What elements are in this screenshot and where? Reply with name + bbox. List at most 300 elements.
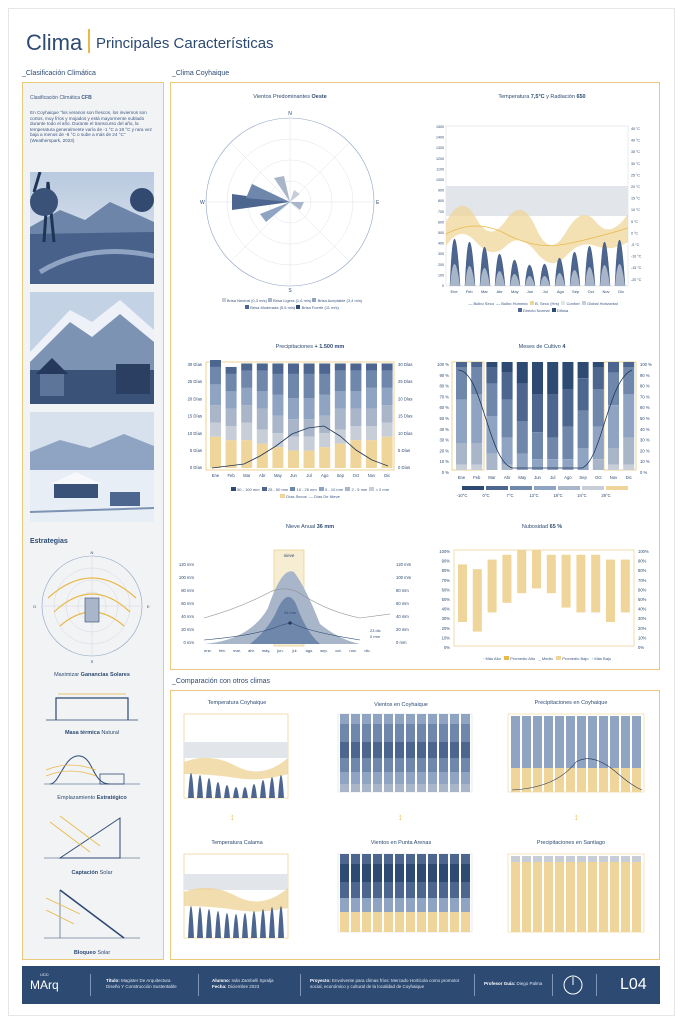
cultivo-y-tick: 90 % (439, 372, 449, 378)
precip-bar-segment (366, 370, 377, 387)
mini-wind-segment (362, 854, 371, 864)
nieve-x-tick: jul. (292, 648, 298, 653)
nieve-end-value: 0 mm (370, 634, 380, 639)
mini-wind-segment (384, 742, 393, 758)
mini-precip-santiago (496, 852, 658, 948)
temp-y2-tick: 20 °C (631, 185, 641, 189)
precip-bar-segment (272, 374, 283, 395)
cultivo-y2-tick: 0 % (640, 470, 648, 475)
sheet-number: L04 (620, 976, 647, 993)
cultivo-y-tick: 40 % (439, 426, 449, 432)
cultivo-bar-segment (471, 443, 482, 465)
cultivo-y-tick: 80 % (439, 383, 449, 389)
precip-bar-segment (366, 440, 377, 468)
precip-bar-segment (210, 405, 221, 422)
cultivo-bar-segment (456, 367, 467, 399)
nube-bar (576, 555, 585, 613)
mini-wind-segment (406, 742, 415, 758)
precip-bar-segment (350, 363, 361, 370)
mini-wind-segment (406, 772, 415, 784)
precip-bar-segment (350, 440, 361, 468)
nube-bar (458, 564, 467, 622)
mini-wind-segment (340, 898, 349, 912)
mini-precip-segment (522, 716, 531, 768)
cultivo-bar-segment (517, 384, 528, 422)
precip-bar-segment (210, 367, 221, 384)
wind-dir-w: W (200, 200, 205, 206)
wind-rose (200, 106, 380, 292)
mini-wind-segment (351, 882, 360, 898)
precip-x-tick: Dic (384, 473, 391, 478)
mini-precip-segment (566, 856, 575, 862)
nube-bar (591, 555, 600, 613)
temp-y2-tick: 40 °C (631, 138, 641, 143)
cultivo-bar-segment (486, 384, 497, 416)
cultivo-bar-segment (578, 411, 589, 449)
nube-y2-tick: 30% (638, 616, 647, 622)
mini-wind-segment (417, 784, 426, 792)
precip-bar-segment (350, 370, 361, 391)
nube-y2-tick: 80% (638, 568, 647, 574)
mini-wind-segment (384, 864, 393, 882)
mini-wind-segment (461, 864, 470, 882)
mini-wind-segment (384, 912, 393, 924)
temp-x-tick: Feb (465, 289, 473, 294)
comp-title-temp-calama: Temperatura Calama (211, 840, 263, 846)
mini-wind-segment (340, 714, 349, 724)
cultivo-title: Meses de Cultivo 4 (518, 344, 566, 350)
nube-y-tick: 90% (441, 558, 450, 564)
mini-wind-segment (351, 758, 360, 772)
temp-y2-tick: 30 °C (631, 161, 641, 166)
precip-legend: 50 - 100 mm 25 - 50 mm 10 - 25 mm 5 - 10 mm 2 - 5 mm < 2 mm Días Secos — Días De Nieve (200, 486, 420, 500)
mini-wind-segment (395, 714, 404, 724)
nube-bar (473, 569, 482, 631)
precip-bar-segment (257, 363, 268, 370)
cultivo-y2-tick: 40 % (640, 426, 650, 432)
wind-dir-n: N (288, 111, 292, 117)
mini-wind-segment (362, 714, 371, 724)
nube-bar (502, 555, 511, 603)
mini-precip-segment (555, 856, 564, 862)
cultivo-bar-segment (502, 362, 513, 373)
mini-wind-segment (450, 742, 459, 758)
nieve-y-tick: 0 mm (183, 640, 194, 645)
mini-wind-segment (417, 724, 426, 742)
cultivo-bar-segment (623, 394, 634, 437)
precip-x-tick: Abr (259, 473, 266, 478)
temp-chart (432, 122, 654, 298)
mini-wind-segment (362, 898, 371, 912)
mini-wind-segment (395, 912, 404, 924)
mini-wind-segment (395, 854, 404, 864)
cultivo-bar-segment (593, 459, 604, 470)
precip-x-tick: Sep (336, 473, 345, 478)
mini-wind-segment (384, 758, 393, 772)
clasificacion-heading: Clasificación Climática CFB (30, 95, 92, 101)
cultivo-legend-label: 7°C (506, 493, 514, 498)
precip-x-tick: Feb (227, 473, 235, 478)
cultivo-bar-segment (456, 465, 467, 470)
mini-wind-segment (439, 758, 448, 772)
mini-wind-segment (362, 864, 371, 882)
page-subtitle: Principales Características (96, 35, 274, 52)
mini-wind-segment (439, 714, 448, 724)
mini-precip-segment (511, 862, 520, 932)
mini-wind-segment (461, 924, 470, 932)
precip-bar-segment (210, 437, 221, 468)
mini-precip-segment (588, 768, 597, 792)
nieve-title: Nieve Anual 36 mm (285, 524, 335, 530)
cultivo-x-tick: Abr (503, 475, 511, 480)
mini-wind-segment (406, 912, 415, 924)
cultivo-bar-segment (502, 373, 513, 400)
mini-wind-segment (406, 882, 415, 898)
nube-y-tick: 70% (441, 577, 450, 583)
mini-wind-segment (428, 912, 437, 924)
mini-wind-segment (450, 714, 459, 724)
mini-precip-segment (599, 716, 608, 768)
temp-y2-tick: -20 °C (631, 277, 642, 282)
mini-precip-segment (632, 862, 641, 932)
mini-precip-segment (599, 862, 608, 932)
mini-precip-segment (544, 856, 553, 862)
mini-wind-segment (384, 854, 393, 864)
nube-bar (547, 555, 556, 593)
precip-bar-segment (257, 444, 268, 468)
precip-bar-segment (226, 409, 237, 426)
mini-wind-segment (384, 724, 393, 742)
comp-title-temp-coyhaique: Temperatura Coyhaique (207, 700, 267, 706)
mini-wind-segment (406, 758, 415, 772)
cultivo-y2-tick: 100 % (640, 362, 652, 367)
mini-wind-segment (450, 912, 459, 924)
sunpath-diagram (30, 548, 154, 668)
mini-wind-segment (417, 854, 426, 864)
cultivo-bar-segment (486, 362, 497, 367)
mini-wind-segment (362, 912, 371, 924)
temp-y-tick: 1400 (436, 135, 444, 140)
temp-y-tick: 200 (438, 262, 444, 267)
cultivo-bar-segment (456, 400, 467, 443)
temp-y2-tick: 5 °C (631, 219, 639, 224)
mini-wind-segment (439, 882, 448, 898)
strategy-caption-bloqueo: Bloqueo Solar (73, 950, 111, 956)
precip-y-tick: 0 Días (189, 465, 202, 471)
mini-wind-segment (406, 924, 415, 932)
cultivo-legend (452, 486, 642, 501)
mini-wind-segment (406, 784, 415, 792)
wind-title: Vientos Predominantes Oeste (253, 94, 327, 100)
cultivo-legend-swatch (462, 486, 484, 490)
mini-wind-segment (384, 882, 393, 898)
photo-mountain (30, 292, 154, 404)
precip-bar-segment (210, 384, 221, 405)
cultivo-x-tick: Ago (564, 475, 572, 480)
mini-wind-segment (461, 912, 470, 924)
nieve-y-tick: 80 mm (181, 588, 194, 593)
compass-n: N (90, 550, 94, 555)
cultivo-y2-tick: 10 % (640, 459, 650, 465)
temp-y-tick: 1300 (436, 146, 444, 151)
nube-bar (621, 560, 630, 613)
precip-bar-segment (335, 370, 346, 391)
mini-precip-segment (632, 768, 641, 792)
precip-bar-segment (304, 374, 315, 398)
cultivo-y-tick: 60 % (439, 405, 449, 411)
temp-y-tick: 300 (438, 252, 444, 257)
mini-precip-segment (621, 862, 630, 932)
wind-dir-s: S (288, 288, 292, 292)
cultivo-bar-segment (608, 373, 619, 405)
cultivo-bar-segment (593, 389, 604, 427)
mini-wind-segment (351, 772, 360, 784)
temp-x-tick: Nov (602, 289, 610, 294)
cultivo-x-tick: Jul (550, 475, 556, 480)
mini-wind-segment (406, 854, 415, 864)
mini-wind-segment (417, 772, 426, 784)
mini-wind-segment (428, 898, 437, 912)
mini-precip-segment (599, 856, 608, 862)
logo-marq: MArq (30, 978, 59, 992)
cultivo-x-tick: Oct (595, 475, 602, 480)
cultivo-legend-label: 29°C (601, 493, 611, 498)
mini-wind-segment (395, 724, 404, 742)
cultivo-bar-segment (562, 389, 573, 427)
temp-y-tick: 900 (438, 188, 444, 193)
cultivo-bar-segment (517, 454, 528, 470)
nube-bar (606, 560, 615, 622)
mini-wind-segment (351, 854, 360, 864)
temp-y-tick: 1100 (436, 167, 444, 172)
mini-wind-segment (351, 912, 360, 924)
mini-wind-segment (417, 924, 426, 932)
mini-precip-segment (522, 856, 531, 862)
nieve-x-tick: dic. (364, 648, 371, 653)
precip-bar-segment (382, 388, 393, 405)
mini-wind-segment (439, 742, 448, 758)
mini-wind-segment (340, 864, 349, 882)
mini-wind-segment (461, 772, 470, 784)
cultivo-y-tick: 100 % (437, 362, 449, 367)
precip-bar-segment (319, 374, 330, 395)
pictogram-captacion (40, 812, 144, 862)
nieve-y2-tick: 80 mm (396, 588, 409, 593)
mini-wind-segment (373, 924, 382, 932)
precip-y2-tick: 20 Días (398, 396, 413, 402)
precip-bar-segment (226, 391, 237, 408)
mini-wind-segment (428, 924, 437, 932)
mini-wind-segment (373, 724, 382, 742)
precip-bar-segment (288, 451, 299, 468)
mini-wind-segment (395, 864, 404, 882)
nube-bar (532, 550, 541, 588)
precip-bar-segment (272, 395, 283, 416)
strategy-caption-emplazamiento: Emplazamiento Estratégico (57, 795, 127, 801)
mini-precip-segment (544, 716, 553, 768)
clasificacion-text: En Coyhaique "los veranos son frescos, los inviernos son cortos, muy fríos y mojados y está mayormente nublado durante todo el año. Durante el transcurso del año, la temperatura generalmente varía de -1 °C a 18 °C y rara vez baja a menos de -6 °C o sube a más de 24 °C" (Weatherspark, 2023) (30, 110, 152, 143)
precip-bar-segment (319, 416, 330, 433)
precip-bar-segment (272, 416, 283, 433)
cultivo-y2-tick: 30 % (640, 437, 650, 443)
precip-bar-segment (226, 374, 237, 391)
mini-wind-segment (384, 784, 393, 792)
page-title: Clima (26, 30, 83, 55)
footer-alumno: Alumno: Iván Zambelli Spralja Fecha: Diciembre 2023 (212, 978, 274, 989)
temp-y2-tick: 35 °C (631, 150, 641, 155)
mini-wind-segment (362, 784, 371, 792)
cultivo-bar-segment (623, 465, 634, 470)
mini-wind-segment (340, 882, 349, 898)
mini-wind-segment (461, 714, 470, 724)
nieve-y-tick: 100 mm (178, 575, 194, 580)
mini-wind-segment (373, 758, 382, 772)
mini-wind-coyhaique (326, 712, 476, 808)
precip-bar-segment (226, 440, 237, 468)
cultivo-legend-swatch (534, 486, 556, 490)
mini-precip-segment (566, 768, 575, 792)
cultivo-chart (432, 360, 658, 484)
precip-y2-tick: 10 Días (398, 430, 413, 436)
mini-wind-segment (461, 742, 470, 758)
mini-precip-segment (599, 768, 608, 792)
mini-wind-segment (340, 924, 349, 932)
mini-precip-segment (533, 716, 542, 768)
mini-precip-segment (533, 862, 542, 932)
nieve-x-tick: jun. (277, 648, 284, 653)
precip-bar-segment (366, 363, 377, 370)
mini-wind-segment (373, 882, 382, 898)
precip-bar-segment (319, 363, 330, 373)
cultivo-bar-segment (502, 400, 513, 438)
cultivo-y-tick: 70 % (439, 394, 449, 400)
nieve-chart (170, 548, 420, 662)
precip-x-tick: Jun (290, 473, 297, 478)
nube-y-tick: 40% (441, 606, 450, 612)
precip-bar-segment (382, 405, 393, 422)
cultivo-legend-label: 18°C (553, 493, 563, 498)
mini-wind-segment (395, 924, 404, 932)
precip-bar-segment (241, 388, 252, 405)
mini-wind-segment (439, 724, 448, 742)
precip-x-tick: Ene (211, 473, 220, 478)
temp-y-tick: 1500 (436, 125, 444, 129)
temp-y2-tick: -10 °C (631, 254, 642, 259)
precip-bar-segment (288, 398, 299, 419)
strategy-solar-caption: Maximizar Ganancias Solares (54, 672, 130, 678)
precip-x-tick: May (273, 473, 282, 478)
nieve-y-tick: 60 mm (181, 601, 194, 606)
mini-wind-segment (351, 924, 360, 932)
precip-bar-segment (226, 426, 237, 440)
mini-precip-segment (610, 862, 619, 932)
mini-wind-segment (373, 784, 382, 792)
cultivo-y-tick: 0 % (441, 470, 449, 475)
mini-wind-segment (417, 864, 426, 882)
comp-title-precip-coyhaique: Precipitaciones en Coyhaique (534, 700, 608, 706)
precip-y-tick: 20 Días (187, 396, 202, 402)
cultivo-y2-tick: 70 % (640, 394, 650, 400)
mini-wind-segment (340, 772, 349, 784)
precip-x-tick: Jul (306, 473, 312, 478)
mini-wind-segment (395, 772, 404, 784)
mini-wind-segment (428, 758, 437, 772)
cultivo-y2-tick: 60 % (640, 405, 650, 411)
mini-precip-segment (522, 862, 531, 932)
mini-precip-segment (588, 862, 597, 932)
precip-bar-segment (241, 363, 252, 370)
mini-wind-segment (351, 864, 360, 882)
cultivo-bar-segment (532, 362, 543, 394)
mini-precip-segment (555, 862, 564, 932)
mini-wind-segment (373, 898, 382, 912)
section-clasificacion: _Clasificación Climática (22, 70, 96, 77)
cultivo-y-tick: 10 % (439, 459, 449, 465)
mini-precip-segment (577, 768, 586, 792)
cultivo-bar-segment (578, 362, 589, 378)
mini-wind-segment (373, 714, 382, 724)
nube-y2-tick: 50% (638, 597, 647, 602)
mini-wind-segment (384, 714, 393, 724)
cultivo-y-tick: 20 % (439, 448, 449, 454)
precip-bar-segment (288, 363, 299, 373)
mini-wind-segment (340, 784, 349, 792)
mini-wind-segment (351, 784, 360, 792)
temp-y-tick: 1000 (436, 178, 444, 182)
cultivo-legend-swatch (510, 486, 532, 490)
precip-bar-segment (304, 363, 315, 373)
nieve-x-tick: mar. (233, 648, 241, 653)
mini-wind-segment (362, 742, 371, 758)
cultivo-bar-segment (471, 362, 482, 367)
mini-wind-segment (362, 882, 371, 898)
cultivo-legend-swatch (606, 486, 628, 490)
nieve-y2-tick: 60 mm (396, 601, 409, 606)
precip-x-tick: Oct (352, 473, 360, 478)
mini-wind-segment (395, 784, 404, 792)
nieve-x-tick: nov. (349, 648, 357, 653)
mini-precip-segment (632, 716, 641, 768)
precip-bar-segment (210, 423, 221, 437)
wind-dir-e: E (376, 200, 380, 206)
pictogram-emplazamiento (40, 748, 144, 788)
mini-wind-segment (395, 882, 404, 898)
precip-bar-segment (304, 398, 315, 419)
precip-bar-segment (350, 409, 361, 426)
mini-wind-segment (461, 758, 470, 772)
mini-wind-segment (373, 864, 382, 882)
footer-titulo: Título: Magister De Arquitectura Diseño Y Construcción Sustentable (106, 978, 177, 989)
mini-precip-segment (544, 862, 553, 932)
temp-legend: — Bulbo Seco — Bulbo Húmedo B. Seco (Hrs) Confort Global Horizontal Directo Normal Difusa (468, 301, 618, 313)
photo-snow-town (30, 412, 154, 522)
mini-wind-segment (417, 898, 426, 912)
cultivo-bar-segment (623, 438, 634, 465)
cultivo-y-tick: 50 % (439, 416, 449, 421)
mini-temp-coyhaique (180, 712, 294, 808)
cultivo-bar-segment (486, 454, 497, 470)
nube-y2-tick: 60% (638, 587, 647, 593)
footer-proyecto: Proyecto: Envolvente para climas fríos: Mercado Hortícola como promotor social, económico y cultural de la localidad de Coyhaique (310, 978, 460, 989)
mini-wind-segment (461, 854, 470, 864)
mini-wind-segment (417, 882, 426, 898)
precip-y-tick: 5 Días (189, 448, 202, 453)
temp-x-tick: May (511, 289, 519, 294)
cultivo-bar-segment (517, 421, 528, 453)
precip-title: Precipitaciones + 1.500 mm (275, 344, 345, 350)
temp-y2-tick: 10 °C (631, 208, 641, 213)
mini-wind-segment (351, 724, 360, 742)
